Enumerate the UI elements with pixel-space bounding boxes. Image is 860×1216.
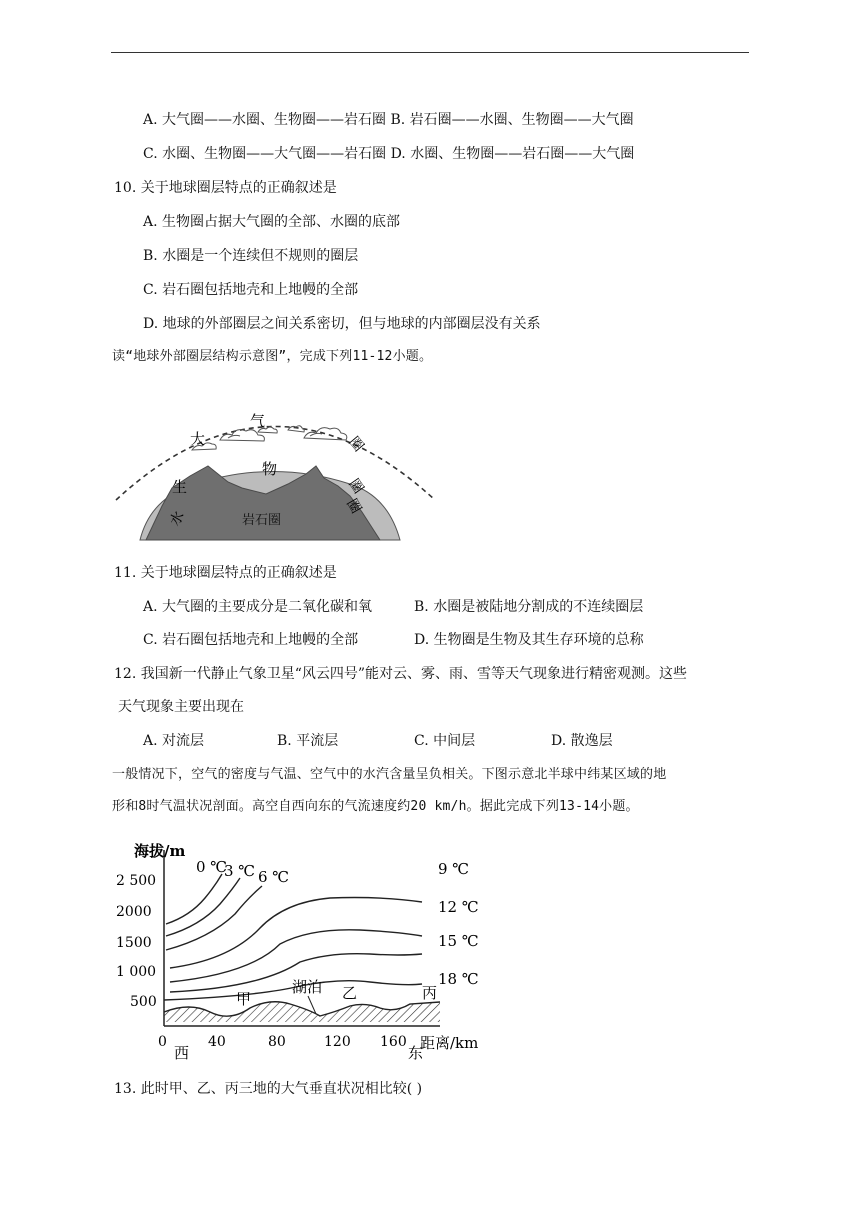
place-bing: 丙 (422, 984, 438, 1002)
isotherm-9 (170, 898, 422, 969)
q12-option-d: D. 散逸层 (551, 733, 613, 749)
q12-stem-line1: 12. 我国新一代静止气象卫星“风云四号”能对云、雾、雨、雪等天气现象进行精密观测。这些 (114, 666, 688, 682)
q10-option-a: A. 生物圈占据大气圈的全部、水圈的底部 (143, 214, 401, 230)
earth-spheres-diagram (110, 388, 445, 543)
q12-option-b: B. 平流层 (277, 733, 339, 749)
y-tick-1500: 1500 (116, 935, 152, 951)
isotherm-0 (166, 874, 222, 924)
place-yi: 乙 (342, 984, 358, 1002)
q9-options-row2: C. 水圈、生物圈——大气圈——岩石圈 D. 水圈、生物圈——岩石圈——大气圈 (143, 146, 635, 162)
q9-options-row1: A. 大气圈——水圈、生物圈——岩石圈 B. 岩石圈——水圈、生物圈——大气圈 (143, 112, 634, 128)
label-quan-top: 圈 (345, 433, 367, 455)
q10-option-b: B. 水圈是一个连续但不规则的圈层 (143, 248, 359, 264)
x-tick-0: 0 (158, 1034, 167, 1050)
q11-option-c: C. 岩石圈包括地壳和上地幔的全部 (143, 632, 359, 648)
isotherm-label-9: 9 ℃ (438, 860, 470, 878)
q11-stem: 11. 关于地球圈层特点的正确叙述是 (114, 565, 337, 581)
temperature-profile-chart (110, 832, 510, 1062)
q11-option-a: A. 大气圈的主要成分是二氧化碳和氧 (143, 599, 373, 615)
intro-13-14-line2: 形和8时气温状况剖面。高空自西向东的气流速度约20 km/h。据此完成下列13-14小题。 (112, 799, 639, 814)
x-tick-40: 40 (208, 1034, 226, 1050)
y-tick-2500: 2 500 (116, 873, 157, 889)
label-shui: 水 (166, 508, 188, 529)
label-da: 大 (190, 430, 206, 448)
label-quan-low: 圈 (343, 496, 365, 517)
intro-13-14-line1: 一般情况下，空气的密度与气温、空气中的水汽含量呈负相关。下图示意北半球中纬某区域的地 (112, 767, 667, 782)
east-label: 东 (408, 1044, 424, 1062)
y-tick-1000: 1 000 (116, 964, 157, 980)
q13-stem: 13. 此时甲、乙、丙三地的大气垂直状况相比较( ) (114, 1081, 423, 1097)
q12-option-c: C. 中间层 (414, 733, 476, 749)
q10-option-c: C. 岩石圈包括地壳和上地幔的全部 (143, 282, 359, 298)
q10-stem: 10. 关于地球圈层特点的正确叙述是 (114, 180, 337, 196)
label-sheng: 生 (172, 478, 188, 496)
place-jia: 甲 (236, 990, 252, 1008)
x-tick-160: 160 (380, 1034, 407, 1050)
isotherm-label-6: 6 ℃ (258, 868, 290, 886)
q10-option-d: D. 地球的外部圈层之间关系密切，但与地球的内部圈层没有关系 (143, 316, 541, 332)
label-wu: 物 (262, 460, 278, 478)
isotherm-label-0: 0 ℃ (196, 858, 228, 876)
clouds (192, 426, 347, 450)
isotherm-label-18: 18 ℃ (438, 970, 479, 988)
isotherm-label-12: 12 ℃ (438, 898, 479, 916)
y-axis-label: 海拔/m (134, 842, 186, 860)
q11-option-d: D. 生物圈是生物及其生存环境的总称 (414, 632, 644, 648)
place-lake: 湖泊 (292, 978, 323, 996)
y-tick-2000: 2000 (116, 904, 152, 920)
isotherm-label-15: 15 ℃ (438, 932, 479, 950)
west-label: 西 (174, 1044, 190, 1062)
q11-option-b: B. 水圈是被陆地分割成的不连续圈层 (414, 599, 644, 615)
isotherm-label-3: 3 ℃ (224, 862, 256, 880)
x-axis-label: 距离/km (420, 1034, 479, 1052)
header-rule (111, 52, 749, 53)
isotherm-12 (170, 930, 422, 982)
q12-option-a: A. 对流层 (143, 733, 205, 749)
label-qi: 气 (250, 412, 266, 430)
label-rock: 岩石圈 (242, 513, 282, 528)
terrain-hatch (164, 1002, 440, 1022)
x-tick-120: 120 (324, 1034, 351, 1050)
y-tick-500: 500 (130, 994, 157, 1010)
q12-stem-line2: 天气现象主要出现在 (118, 699, 244, 715)
label-quan-mid: 圈 (345, 476, 367, 497)
x-tick-80: 80 (268, 1034, 286, 1050)
intro-11-12: 读“地球外部圈层结构示意图”，完成下列11-12小题。 (112, 349, 433, 364)
isotherm-3 (166, 878, 240, 936)
